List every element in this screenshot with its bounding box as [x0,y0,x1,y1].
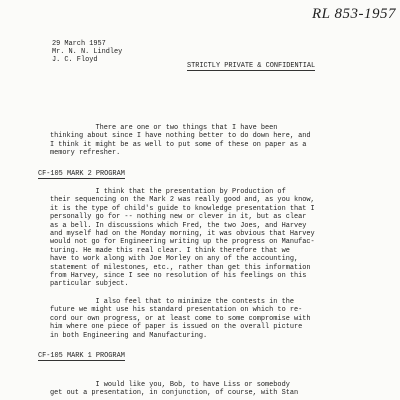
classification-heading: STRICTLY PRIVATE & CONFIDENTIAL [187,62,316,70]
text-line: it is the type of child's guide to knowledge presentation that I [50,204,315,213]
text-line: statement of milestones, etc., rather than get this information [50,263,311,272]
text-line: their sequencing on the Mark 2 was really good and, as you know, [50,196,315,205]
mark1-paragraph [50,381,380,398]
text-line: I would like you, Bob, to have Liss or somebody [50,381,290,389]
text-line: I think it might be as well to put some of these on paper as a [50,140,307,149]
memo-from: J. C. Floyd [52,56,98,64]
text-line: There are one or two things that I have been [50,124,278,132]
text-line: have to work along with Joe Morley on any of the accounting, [50,255,299,264]
section-heading-mark2: CF-105 MARK 2 PROGRAM [38,170,125,178]
text-line: from Harvey, since I see no resolution of his feelings on this [50,272,307,281]
mark2-paragraph-2 [50,298,380,340]
intro-paragraph [50,124,380,158]
text-line: would not go for Engineering writing up the progress on Manufac- [50,238,315,247]
section-heading-mark1: CF-105 MARK 1 PROGRAM [38,352,125,360]
text-line: particular subject. [50,280,129,289]
text-line: turing. He made this real clear. I think therefore that we [50,246,290,255]
text-line: get out a presentation, in conjunction, of course, with Stan [50,389,299,398]
text-line: I also feel that to minimize the contests in the [50,298,294,306]
text-line: and myself had on the Monday morning, it was obvious that Harvey [50,230,315,239]
text-line: future we might use his standard presentation on which to re- [50,306,303,315]
mark2-paragraph-1 [50,188,380,289]
text-line: cord our own progress, or at least come to some compromise with [50,314,311,323]
text-line: memory refresher. [50,149,121,158]
text-line: as a bell. In discussions which Fred, the two Joes, and Harvey [50,221,307,230]
memo-to: Mr. N. N. Lindley [52,48,123,56]
text-line: him where one piece of paper is issued on the overall picture [50,323,303,332]
text-line: I think that the presentation by Production of [50,188,286,196]
reference-mark: RL 853-1957 [312,6,396,22]
text-line: in both Engineering and Manufacturing. [50,331,208,340]
memo-date: 29 March 1957 [52,40,106,48]
text-line: thinking about since I have nothing better to do down here, and [50,132,311,141]
text-line: personally go for -- nothing new or clever in it, but as clear [50,213,307,222]
